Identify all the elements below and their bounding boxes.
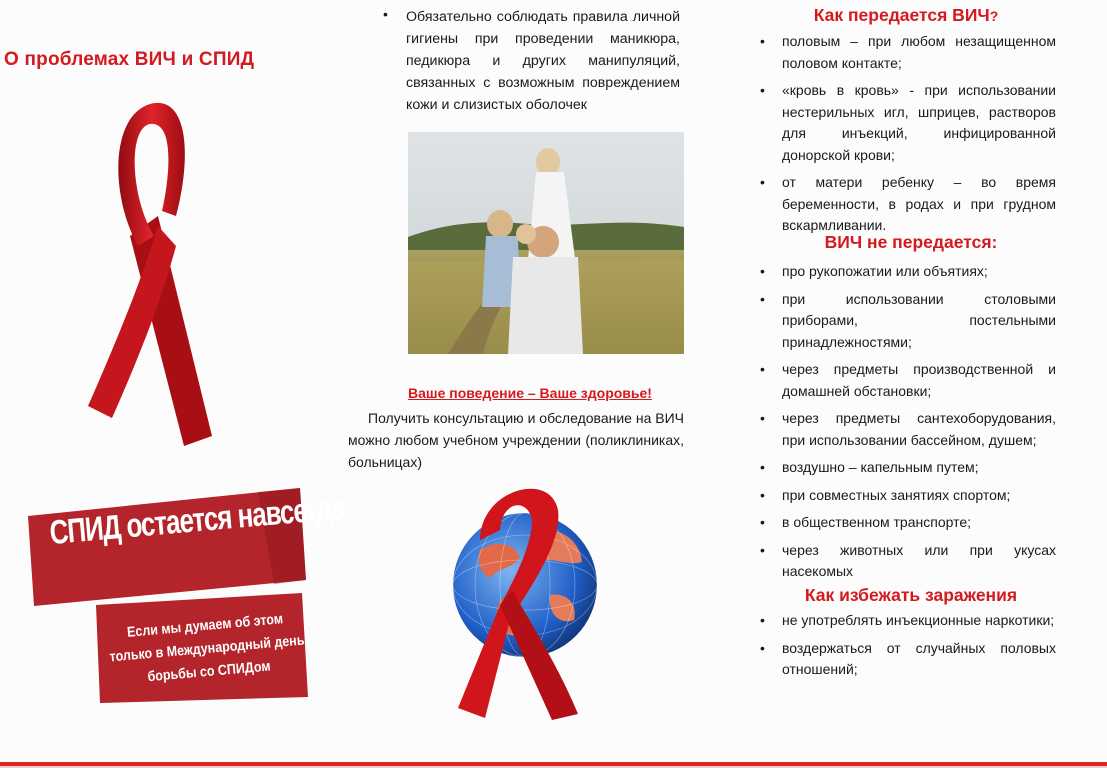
red-ribbon-image: [80, 96, 220, 446]
consult-text: Получить консультацию и обследование на ВИЧ можно любом учебном учреждении (поликлиниках, больницах): [348, 410, 684, 470]
bullet-icon: •: [760, 410, 765, 426]
list-item: • при совместных занятиях спортом;: [756, 485, 1056, 507]
bullet-icon: •: [760, 33, 765, 49]
list-item: • через предметы производственной и домашней обстановки;: [760, 361, 1056, 399]
transmission-heading: [756, 5, 1056, 26]
prevention-heading: Как избежать заражения: [804, 585, 1018, 605]
bullet-icon: •: [760, 486, 765, 503]
prevention-list: [756, 610, 1056, 687]
transmission-heading-mark: ?: [989, 8, 999, 24]
hygiene-text: Обязательно соблюдать правила личной гигиены при проведении маникюра, педикюра и других манипуляций, связанных с возможным повреждением кожи и слизистых оболочек: [406, 9, 680, 113]
not-transmitted-list: [756, 261, 1056, 589]
list-item: • в общественном транспорте;: [756, 512, 1056, 534]
globe-ribbon-image: [440, 470, 600, 720]
bullet-icon: •: [760, 361, 765, 377]
bullet-icon: •: [383, 6, 388, 22]
list-item: • через предметы сантехоборудования, при использовании бассейном, душем;: [760, 410, 1056, 448]
list-item: • про рукопожатии или объятиях;: [756, 261, 1056, 283]
list-item: • половым – при любом незащищенном половом контакте;: [760, 33, 1056, 71]
not-transmitted-heading: ВИЧ не передается:: [824, 232, 998, 252]
list-item: • через животных или при укусах насекомых: [760, 541, 1056, 579]
list-item: • не употреблять инъекционные наркотики;: [756, 610, 1056, 632]
page-title: О проблемах ВИЧ и СПИД: [4, 49, 255, 70]
bullet-icon: •: [760, 459, 765, 475]
transmission-list: [756, 31, 1056, 243]
bullet-icon: •: [760, 514, 765, 530]
bullet-icon: •: [760, 639, 765, 656]
bullet-icon: •: [760, 174, 765, 190]
list-item: • от матери ребенку – во время беременности, в родах и при грудном вскармливании.: [760, 174, 1056, 233]
bullet-icon: •: [760, 82, 765, 98]
bullet-icon: •: [760, 290, 765, 307]
banner-subtitle: Если мы думаем об этом только в Международный день борьбы со СПИДом: [108, 610, 306, 685]
behaviour-heading: Ваше поведение – Ваше здоровье!: [408, 385, 652, 401]
bullet-icon: •: [760, 612, 765, 628]
family-photo: [408, 132, 684, 354]
banner-title: СПИД остается навсегда: [48, 487, 346, 552]
bullet-icon: •: [760, 541, 765, 558]
list-item: • воздушно – капельным путем;: [756, 457, 1056, 479]
bullet-icon: •: [760, 263, 765, 279]
list-item: • воздержаться от случайных половых отношений;: [760, 639, 1056, 677]
list-item: • при использовании столовыми приборами, постельными принадлежностями;: [760, 290, 1056, 350]
transmission-heading-text: Как передается ВИЧ: [813, 5, 990, 25]
list-item: • «кровь в кровь» - при использовании нестерильных игл, шприцев, растворов для инъекций, инфицированной донорской крови;: [760, 82, 1056, 163]
